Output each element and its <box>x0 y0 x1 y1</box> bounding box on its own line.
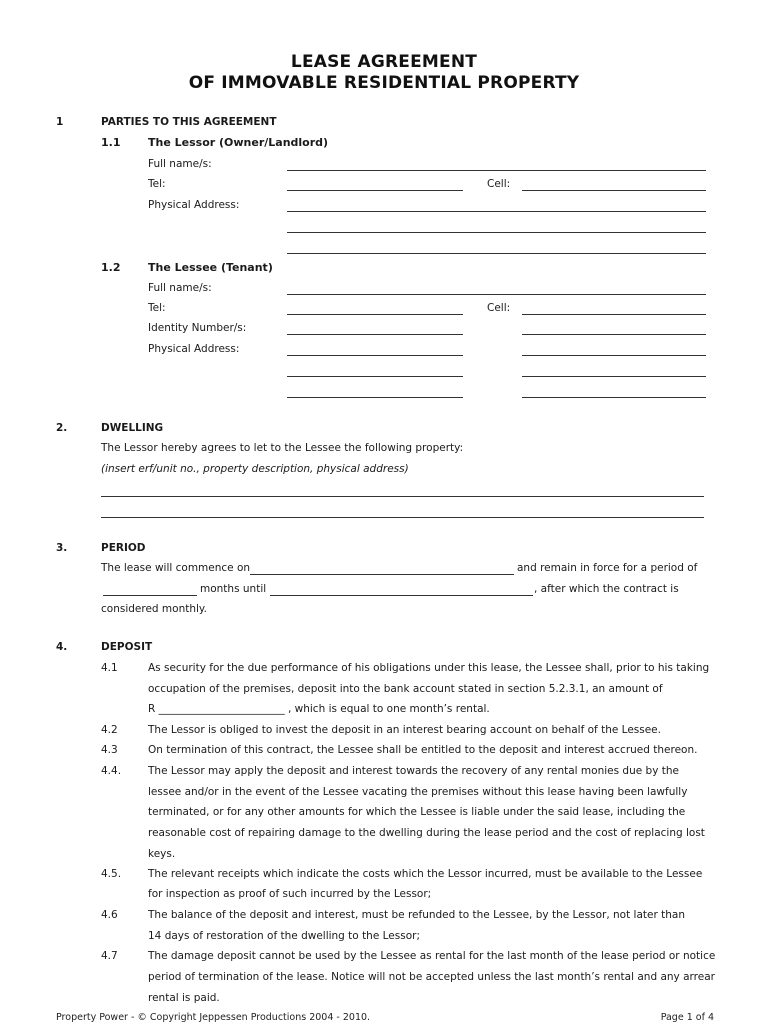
field-label: Cell: <box>487 178 511 190</box>
field-label: Physical Address: <box>148 199 240 211</box>
document-title-line1: LEASE AGREEMENT <box>290 52 478 72</box>
clause-text: R ________________________ , which is equal to one month’s rental. <box>148 703 490 715</box>
field-label: Full name/s: <box>148 158 212 170</box>
clause-text: period of termination of the lease. Notice will not be accepted unless the last month’s rental and any arrear <box>148 971 715 983</box>
lessee-cell-line[interactable] <box>522 314 706 315</box>
clause-text: The balance of the deposit and interest, must be refunded to the Lessee, by the Lessor, not later than <box>148 909 685 921</box>
commence-date-line[interactable] <box>250 574 514 575</box>
clause-number: 4.1 <box>101 662 118 674</box>
section-number: 2. <box>56 422 68 434</box>
clause-text: As security for the due performance of his obligations under this lease, the Lessee shall, prior to his taking <box>148 662 710 674</box>
clause-text: keys. <box>148 848 176 860</box>
section-number: 3. <box>56 542 68 554</box>
clause-text: rental is paid. <box>148 992 220 1004</box>
clause-number: 4.6 <box>101 909 118 921</box>
section-number: 1 <box>56 116 64 128</box>
clause-number: 4.7 <box>101 950 118 962</box>
lessee-address-line[interactable] <box>522 397 706 398</box>
lessor-address-line[interactable] <box>287 253 706 254</box>
clause-text: The Lessor is obliged to invest the deposit in an interest bearing account on behalf of the Lessee. <box>148 724 661 736</box>
section-heading: PARTIES TO THIS AGREEMENT <box>101 116 277 128</box>
period-text: , after which the contract is <box>534 583 679 595</box>
clause-text: occupation of the premises, deposit into the bank account stated in section 5.2.3.1, an amount of <box>148 683 663 695</box>
clause-text: reasonable cost of repairing damage to the dwelling during the lease period and the cost of replacing lost <box>148 827 705 839</box>
lessee-address-line[interactable] <box>522 376 706 377</box>
period-text: The lease will commence on <box>101 562 251 574</box>
section-number: 4. <box>56 641 68 653</box>
lessee-id-line[interactable] <box>287 334 463 335</box>
lessee-address-line[interactable] <box>287 376 463 377</box>
section-heading: DEPOSIT <box>101 641 153 653</box>
clause-text: On termination of this contract, the Lessee shall be entitled to the deposit and interest accrued thereon. <box>148 744 698 756</box>
lessor-full-name-line[interactable] <box>287 170 706 171</box>
clause-number: 4.3 <box>101 744 118 756</box>
lessor-address-line[interactable] <box>287 232 706 233</box>
lessee-full-name-line[interactable] <box>287 294 706 295</box>
dwelling-text: The Lessor hereby agrees to let to the Lessee the following property: <box>101 442 464 454</box>
field-label: Tel: <box>148 178 166 190</box>
dwelling-line[interactable] <box>101 517 704 518</box>
lessor-tel-line[interactable] <box>287 190 463 191</box>
subsection-heading: The Lessor (Owner/Landlord) <box>148 136 329 149</box>
field-label: Identity Number/s: <box>148 322 247 334</box>
period-text: considered monthly. <box>101 603 207 615</box>
clause-text: 14 days of restoration of the dwelling to the Lessor; <box>148 930 420 942</box>
subsection-number: 1.1 <box>101 136 121 149</box>
footer-copyright: Property Power - © Copyright Jeppessen Productions 2004 - 2010. <box>56 1012 371 1023</box>
lessee-tel-line[interactable] <box>287 314 463 315</box>
lessee-id-line[interactable] <box>522 334 706 335</box>
clause-text: The damage deposit cannot be used by the Lessee as rental for the last month of the lease period or notice <box>148 950 716 962</box>
dwelling-line[interactable] <box>101 496 704 497</box>
lessee-address-line[interactable] <box>287 355 463 356</box>
subsection-heading: The Lessee (Tenant) <box>148 261 273 274</box>
footer-page-number: Page 1 of 4 <box>660 1012 714 1023</box>
subsection-number: 1.2 <box>101 261 121 274</box>
clause-number: 4.2 <box>101 724 118 736</box>
clause-text: for inspection as proof of such incurred by the Lessor; <box>148 888 432 900</box>
field-label: Tel: <box>148 302 166 314</box>
field-label: Full name/s: <box>148 282 212 294</box>
clause-text: The Lessor may apply the deposit and interest towards the recovery of any rental monies due by the <box>148 765 679 777</box>
clause-number: 4.5. <box>101 868 122 880</box>
period-text: and remain in force for a period of <box>517 562 698 574</box>
months-line[interactable] <box>103 595 197 596</box>
field-label: Physical Address: <box>148 343 240 355</box>
lessor-address-line[interactable] <box>287 211 706 212</box>
lessee-address-line[interactable] <box>522 355 706 356</box>
end-date-line[interactable] <box>270 595 533 596</box>
clause-text: lessee and/or in the event of the Lessee vacating the premises without this lease having been lawfully <box>148 786 688 798</box>
field-label: Cell: <box>487 302 511 314</box>
lessee-address-line[interactable] <box>287 397 463 398</box>
section-heading: PERIOD <box>101 542 146 554</box>
lessor-cell-line[interactable] <box>522 190 706 191</box>
clause-text: terminated, or for any other amounts for which the Lessee is liable under the said lease, including the <box>148 806 686 818</box>
document-title-line2: OF IMMOVABLE RESIDENTIAL PROPERTY <box>188 73 580 93</box>
clause-text: The relevant receipts which indicate the costs which the Lessor incurred, must be available to the Lessee <box>148 868 703 880</box>
period-text: months until <box>200 583 267 595</box>
clause-number: 4.4. <box>101 765 122 777</box>
dwelling-hint: (insert erf/unit no., property description, physical address) <box>101 463 409 475</box>
section-heading: DWELLING <box>101 422 164 434</box>
